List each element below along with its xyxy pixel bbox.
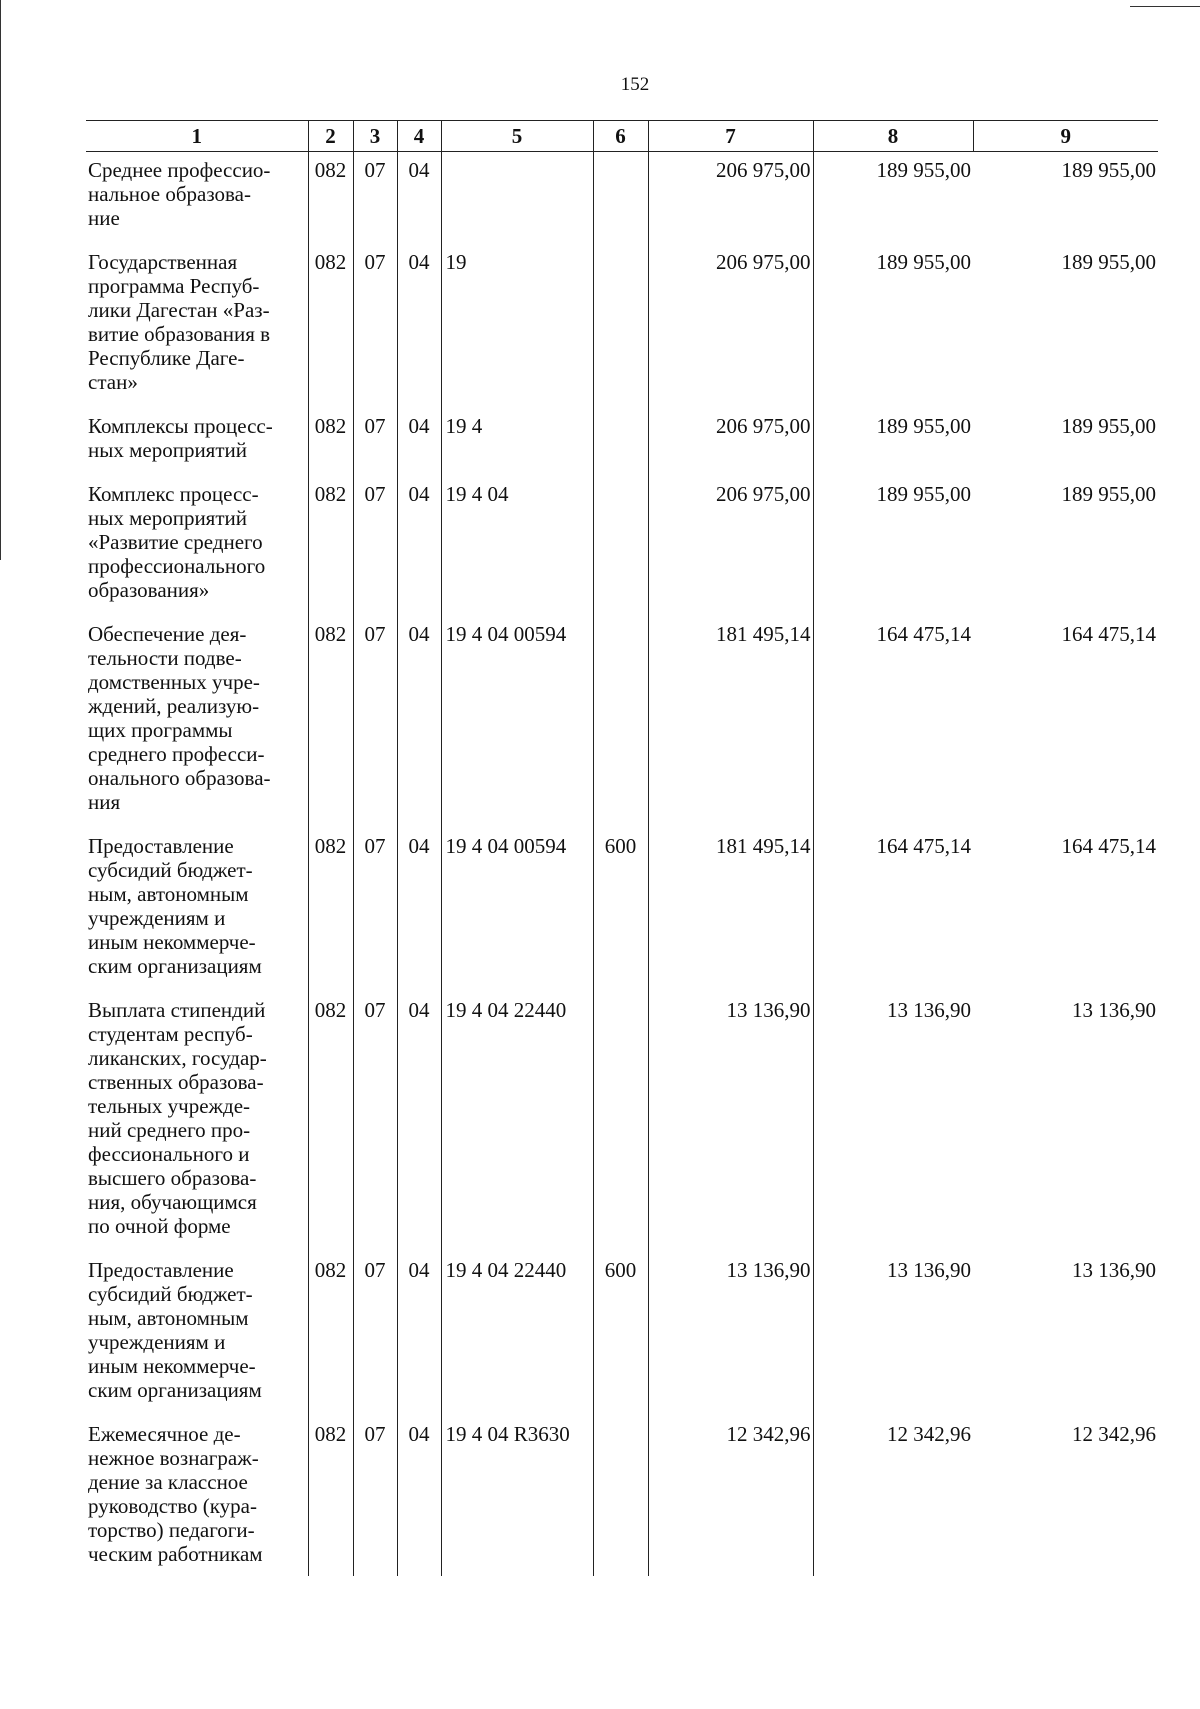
row-col-3: 07: [353, 616, 397, 828]
row-col-8: 13 136,90: [813, 1252, 973, 1416]
row-col-2: 082: [308, 244, 353, 408]
row-col-9: 13 136,90: [1072, 998, 1156, 1022]
row-col-2: 082: [308, 1252, 353, 1416]
row-name: Предоставление субсидий бюджет- ным, автономным учреждениям и иным некоммерче- ским организациям: [88, 834, 262, 978]
budget-table: [86, 120, 1158, 1576]
table-row: [86, 244, 1158, 408]
row-col-3: 07: [353, 244, 397, 408]
row-col-5: 19 4 04 22440: [441, 992, 593, 1252]
row-col-4: 04: [397, 1416, 441, 1576]
row-name: Комплекс процесс- ных мероприятий «Развитие среднего профессионального образования»: [88, 482, 266, 602]
row-col-6: [593, 152, 648, 245]
page-number: 152: [620, 74, 650, 95]
row-col-2: 082: [308, 408, 353, 476]
scan-corner-line: [1130, 6, 1200, 7]
row-col-7: 181 495,14: [648, 616, 813, 828]
row-name: Среднее профессио- нальное образова- ние: [88, 158, 271, 230]
row-col-5: 19 4 04 00594: [441, 616, 593, 828]
header-col-5: 5: [441, 121, 593, 152]
header-col-2: 2: [308, 121, 353, 152]
row-col-7: 206 975,00: [648, 408, 813, 476]
row-name: Обеспечение дея- тельности подве- домственных учре- ждений, реализую- щих программы среднего професси- онального образова- ния: [88, 622, 271, 814]
row-col-6: 600: [593, 828, 648, 992]
row-col-9: 189 955,00: [1061, 250, 1156, 274]
row-col-6: [593, 476, 648, 616]
row-col-7: 206 975,00: [648, 244, 813, 408]
row-col-9: 13 136,90: [1072, 1258, 1156, 1282]
row-col-4: 04: [397, 1252, 441, 1416]
row-col-3: 07: [353, 1252, 397, 1416]
table-header: [86, 121, 1158, 152]
header-col-7: 7: [648, 121, 813, 152]
table-row: [86, 152, 1158, 245]
row-col-8: 189 955,00: [813, 476, 973, 616]
row-col-7: 13 136,90: [648, 992, 813, 1252]
row-col-4: 04: [397, 476, 441, 616]
table-row: [86, 476, 1158, 616]
row-col-4: 04: [397, 152, 441, 245]
table-row: [86, 1416, 1158, 1576]
row-col-5: 19 4 04 22440: [441, 1252, 593, 1416]
table-row: [86, 1252, 1158, 1416]
row-col-7: 13 136,90: [648, 1252, 813, 1416]
row-col-2: 082: [308, 828, 353, 992]
row-col-3: 07: [353, 476, 397, 616]
row-col-6: 600: [593, 1252, 648, 1416]
row-col-6: [593, 408, 648, 476]
header-col-4: 4: [397, 121, 441, 152]
row-name: Предоставление субсидий бюджет- ным, автономным учреждениям и иным некоммерче- ским организациям: [88, 1258, 262, 1402]
table-row: [86, 992, 1158, 1252]
row-col-8: 164 475,14: [813, 616, 973, 828]
row-col-3: 07: [353, 992, 397, 1252]
row-col-5: 19 4 04 R3630: [441, 1416, 593, 1576]
header-col-3: 3: [353, 121, 397, 152]
row-col-2: 082: [308, 992, 353, 1252]
row-col-7: 181 495,14: [648, 828, 813, 992]
row-col-5: [441, 152, 593, 245]
row-col-6: [593, 244, 648, 408]
row-col-6: [593, 992, 648, 1252]
table-body: [86, 152, 1158, 1577]
row-col-7: 206 975,00: [648, 476, 813, 616]
row-col-5: 19 4 04 00594: [441, 828, 593, 992]
row-col-2: 082: [308, 476, 353, 616]
row-name: Ежемесячное де- нежное вознаграж- дение за классное руководство (кура- торство) педагоги- ческим работникам: [88, 1422, 263, 1566]
row-col-3: 07: [353, 1416, 397, 1576]
row-col-9: 164 475,14: [1061, 622, 1156, 646]
row-col-8: 12 342,96: [813, 1416, 973, 1576]
header-col-1: 1: [86, 121, 308, 152]
row-col-4: 04: [397, 828, 441, 992]
row-col-6: [593, 1416, 648, 1576]
row-col-4: 04: [397, 408, 441, 476]
header-row: [86, 121, 1158, 152]
table-row: [86, 828, 1158, 992]
row-name: Выплата стипендий студентам респуб- ликанских, государ- ственных образова- тельных учрежде- ний среднего про- фессионального и высшего образова- ния, обучающимся по очной форме: [88, 998, 267, 1238]
row-col-2: 082: [308, 1416, 353, 1576]
row-name: Комплексы процесс- ных мероприятий: [88, 414, 273, 462]
row-col-7: 12 342,96: [648, 1416, 813, 1576]
row-col-5: 19 4: [441, 408, 593, 476]
row-col-9: 189 955,00: [1061, 414, 1156, 438]
header-col-6: 6: [593, 121, 648, 152]
row-col-2: 082: [308, 616, 353, 828]
row-col-8: 189 955,00: [813, 152, 973, 245]
row-col-8: 189 955,00: [813, 408, 973, 476]
row-col-9: 12 342,96: [1072, 1422, 1156, 1446]
row-col-2: 082: [308, 152, 353, 245]
row-col-3: 07: [353, 408, 397, 476]
row-col-3: 07: [353, 152, 397, 245]
row-col-7: 206 975,00: [648, 152, 813, 245]
row-col-9: 189 955,00: [1061, 158, 1156, 182]
row-col-8: 13 136,90: [813, 992, 973, 1252]
table-row: [86, 408, 1158, 476]
row-col-8: 189 955,00: [813, 244, 973, 408]
row-col-9: 189 955,00: [1061, 482, 1156, 506]
header-col-9: 9: [973, 121, 1158, 152]
table-row: [86, 616, 1158, 828]
row-name: Государственная программа Респуб- лики Дагестан «Раз- витие образования в Республике Даге- стан»: [88, 250, 271, 394]
header-col-8: 8: [813, 121, 973, 152]
row-col-8: 164 475,14: [813, 828, 973, 992]
row-col-3: 07: [353, 828, 397, 992]
row-col-6: [593, 616, 648, 828]
row-col-9: 164 475,14: [1061, 834, 1156, 858]
row-col-5: 19 4 04: [441, 476, 593, 616]
row-col-4: 04: [397, 992, 441, 1252]
row-col-4: 04: [397, 616, 441, 828]
row-col-4: 04: [397, 244, 441, 408]
row-col-5: 19: [441, 244, 593, 408]
